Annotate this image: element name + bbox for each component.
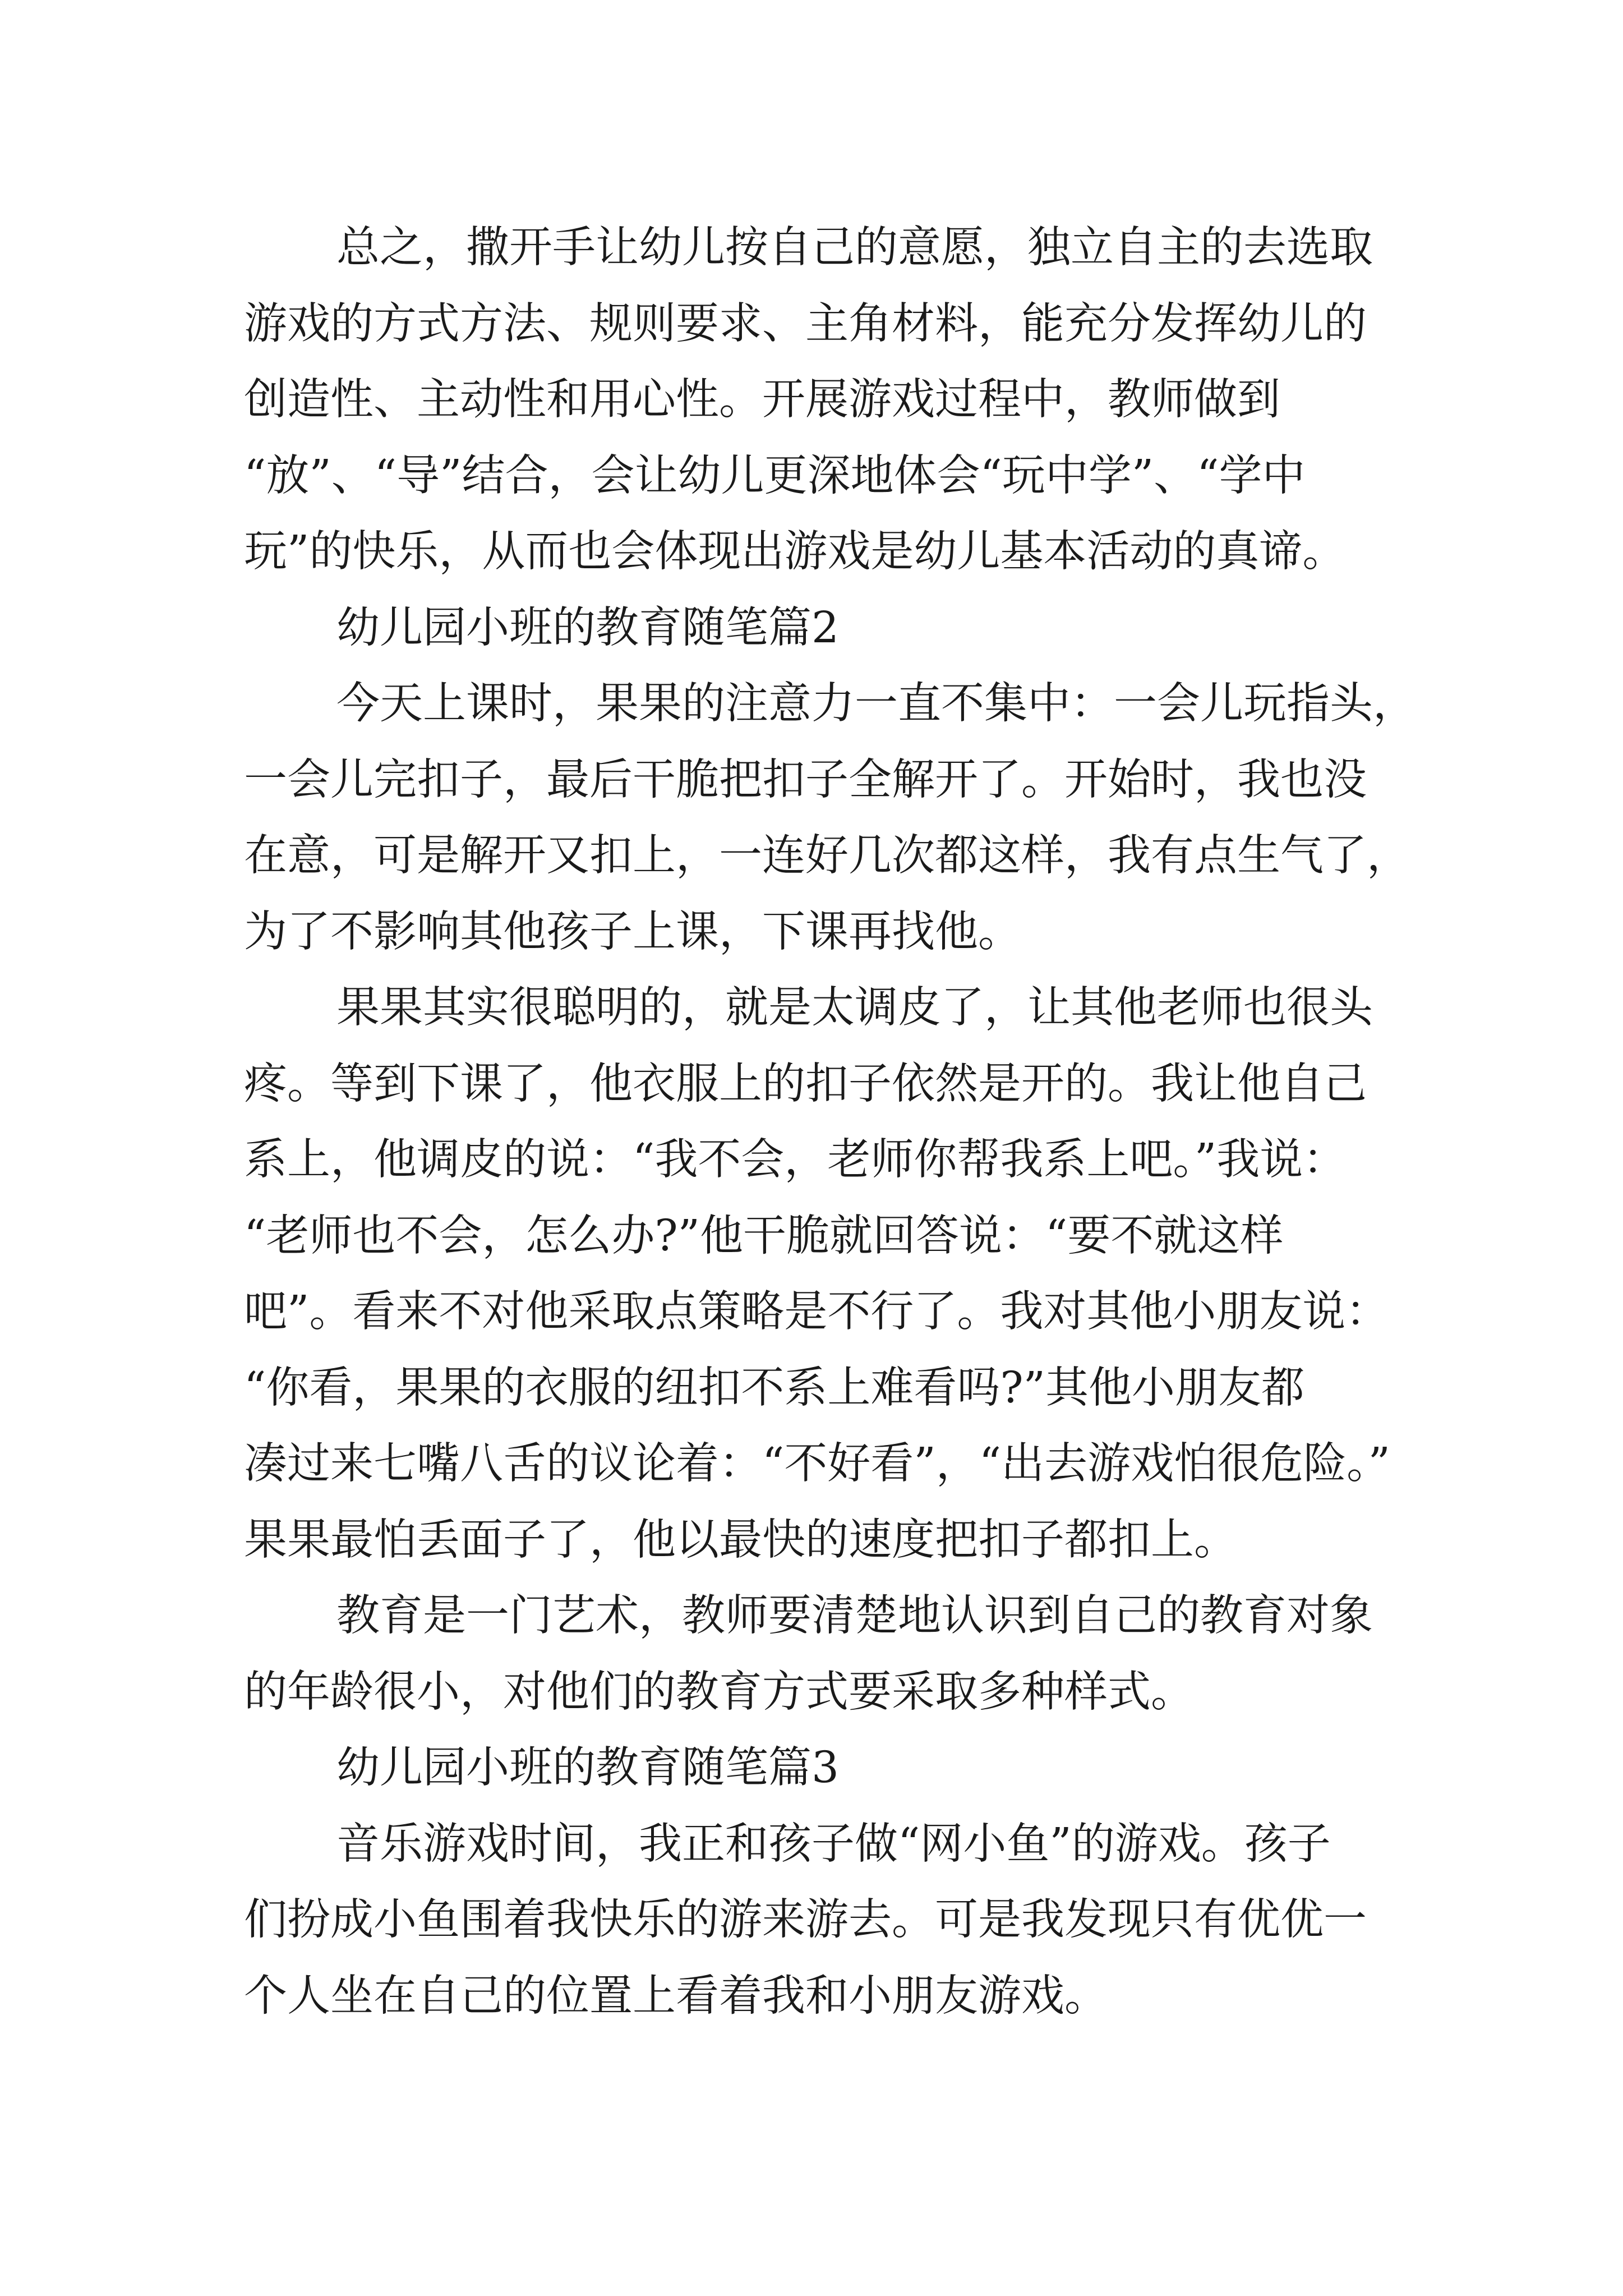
text-line: 的年龄很小，对他们的教育方式要采取多种样式。: [244, 1667, 1194, 1717]
text-line: 创造性、主动性和用心性。开展游戏过程中，教师做到: [244, 375, 1280, 425]
text-line: 系上，他调皮的说：“我不会，老师你帮我系上吧。”我说：: [244, 1135, 1347, 1185]
text-line: 游戏的方式方法、规则要求、主角材料，能充分发挥幼儿的: [244, 299, 1367, 349]
text-line: “你看，果果的衣服的纽扣不系上难看吗?”其他小朋友都: [244, 1363, 1305, 1413]
text-line: “放”、“导”结合，会让幼儿更深地体会“玩中学”、“学中: [244, 451, 1306, 501]
text-line: 一会儿完扣子，最后干脆把扣子全解开了。开始时，我也没: [244, 755, 1367, 805]
text-line: 吧”。看来不对他采取点策略是不行了。我对其他小朋友说：: [244, 1287, 1389, 1337]
text-line: 凑过来七嘴八舌的议论着：“不好看”，“出去游戏怕很危险。”: [244, 1439, 1390, 1489]
text-line: 们扮成小鱼围着我快乐的游来游去。可是我发现只有优优一: [244, 1895, 1367, 1945]
text-line: 果果最怕丢面子了，他以最快的速度把扣子都扣上。: [244, 1515, 1237, 1565]
text-line: 果果其实很聪明的，就是太调皮了，让其他老师也很头: [336, 983, 1373, 1033]
text-line: 总之，撒开手让幼儿按自己的意愿，独立自主的去选取: [336, 223, 1373, 273]
text-line: 今天上课时，果果的注意力一直不集中：一会儿玩指头，: [336, 679, 1416, 729]
section-heading: 幼儿园小班的教育随笔篇3: [336, 1743, 839, 1793]
text-line: 在意，可是解开又扣上，一连好几次都这样，我有点生气了，: [244, 831, 1410, 881]
text-line: 玩”的快乐，从而也会体现出游戏是幼儿基本活动的真谛。: [244, 527, 1346, 577]
text-line: 音乐游戏时间，我正和孩子做“网小鱼”的游戏。孩子: [336, 1819, 1331, 1869]
text-line: 教育是一门艺术，教师要清楚地认识到自己的教育对象: [336, 1591, 1373, 1641]
section-heading: 幼儿园小班的教育随笔篇2: [336, 603, 839, 653]
text-line: 个人坐在自己的位置上看着我和小朋友游戏。: [244, 1971, 1108, 2021]
text-line: 疼。等到下课了，他衣服上的扣子依然是开的。我让他自己: [244, 1059, 1367, 1109]
text-line: “老师也不会，怎么办?”他干脆就回答说：“要不就这样: [244, 1211, 1284, 1261]
text-line: 为了不影响其他孩子上课，下课再找他。: [244, 907, 1021, 957]
